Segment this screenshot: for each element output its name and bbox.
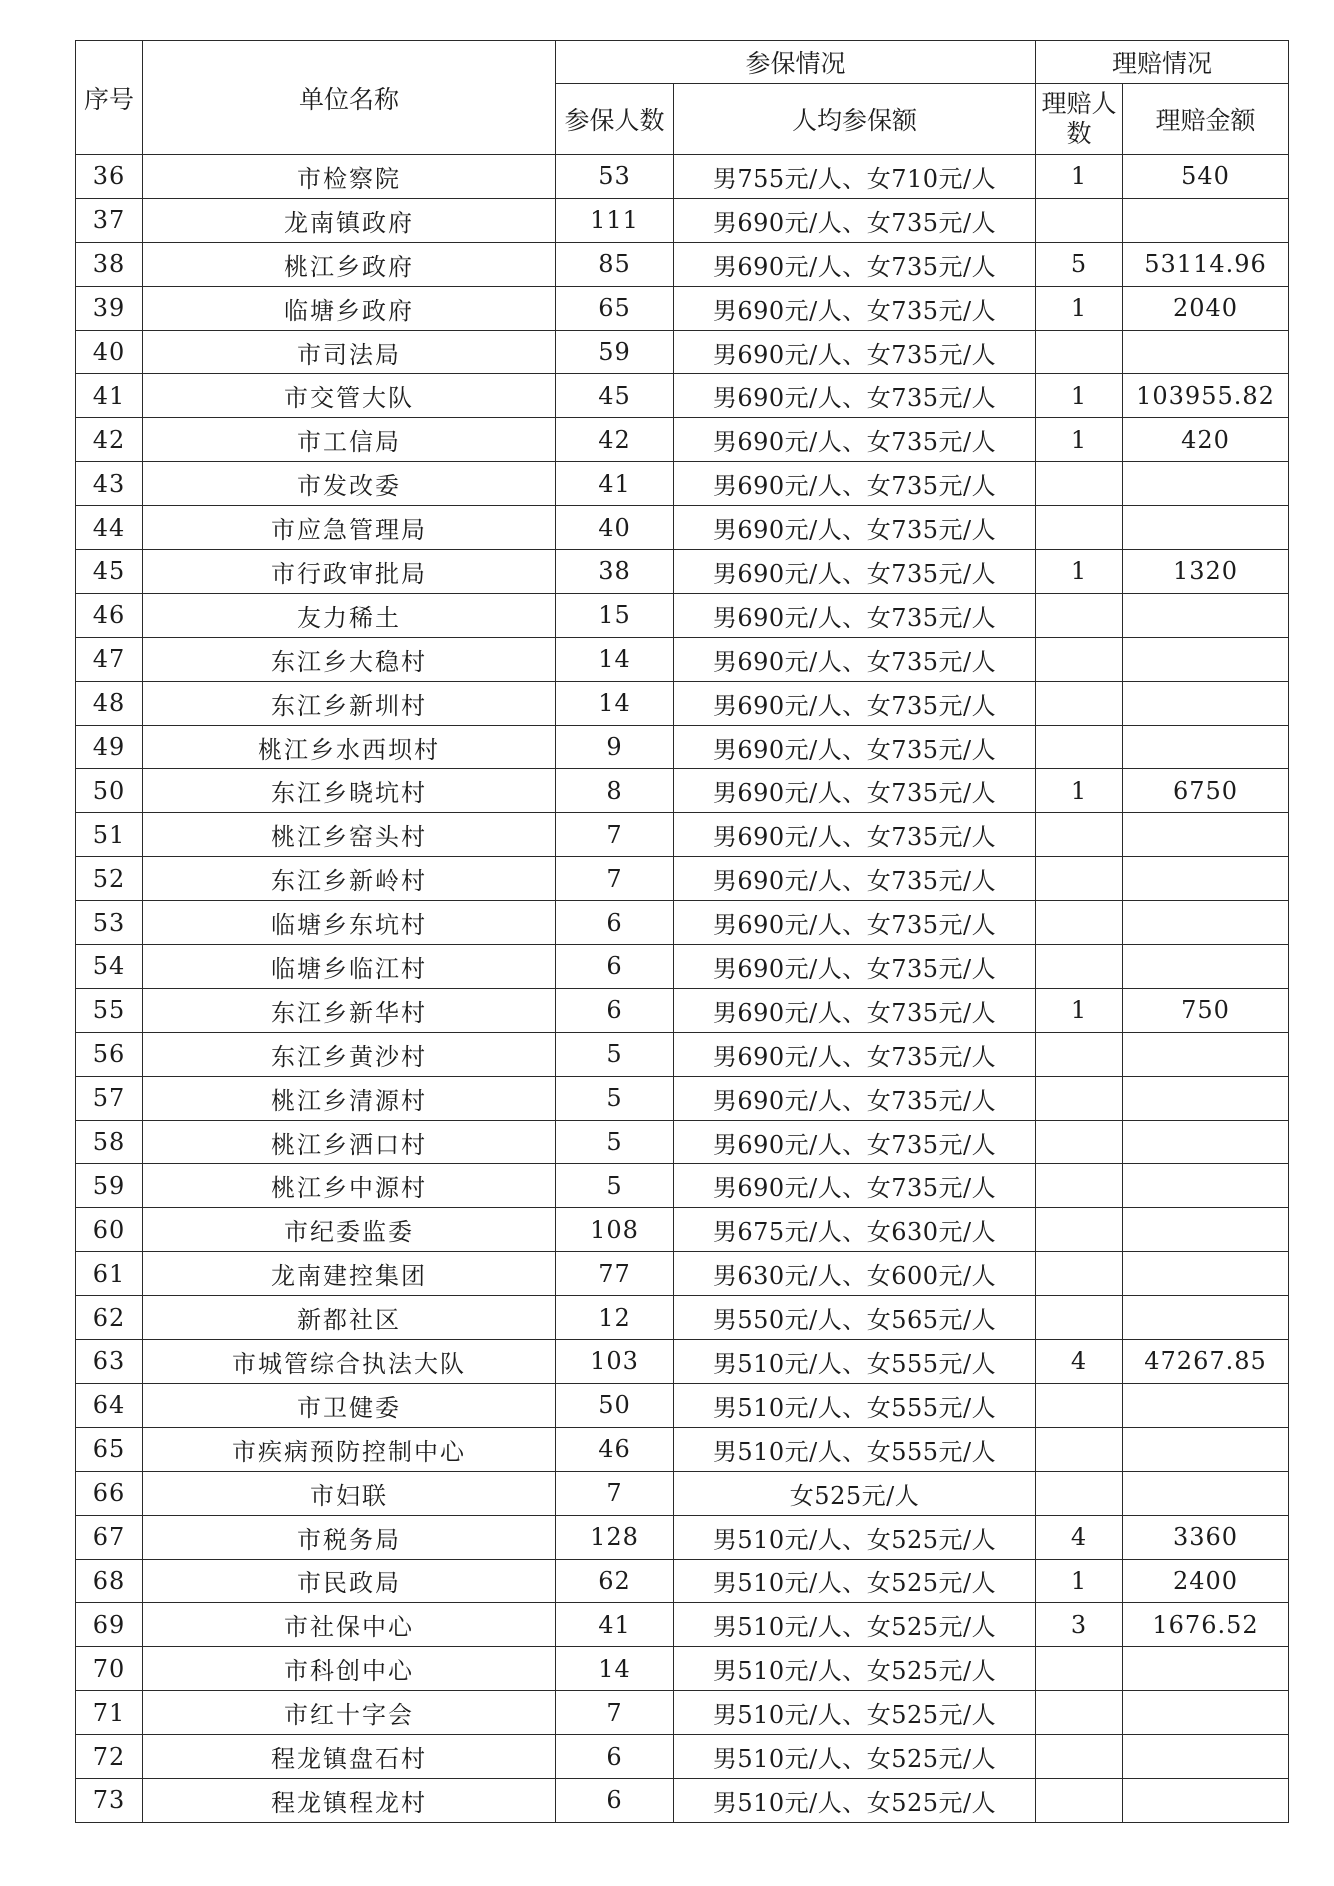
cell-unit-name: 市应急管理局 (143, 506, 556, 550)
cell-claim-count (1036, 593, 1123, 637)
cell-seq: 67 (76, 1515, 143, 1559)
cell-seq: 44 (76, 506, 143, 550)
cell-per-capita: 男690元/人、女735元/人 (674, 725, 1036, 769)
table-row (76, 813, 1289, 857)
header-insured-group: 参保情况 (556, 41, 1036, 84)
cell-claim-count (1036, 1252, 1123, 1296)
cell-unit-name: 新都社区 (143, 1296, 556, 1340)
cell-unit-name: 东江乡新圳村 (143, 681, 556, 725)
cell-seq: 45 (76, 550, 143, 594)
cell-seq: 61 (76, 1252, 143, 1296)
cell-per-capita: 男690元/人、女735元/人 (674, 637, 1036, 681)
cell-per-capita: 男510元/人、女555元/人 (674, 1427, 1036, 1471)
cell-seq: 56 (76, 1032, 143, 1076)
cell-per-capita: 男675元/人、女630元/人 (674, 1208, 1036, 1252)
cell-unit-name: 市发改委 (143, 462, 556, 506)
cell-insured-count: 8 (556, 769, 674, 813)
cell-claim-count (1036, 462, 1123, 506)
cell-insured-count: 42 (556, 418, 674, 462)
cell-seq: 60 (76, 1208, 143, 1252)
cell-insured-count: 103 (556, 1340, 674, 1384)
cell-seq: 73 (76, 1778, 143, 1822)
table-row (76, 1032, 1289, 1076)
cell-claim-count: 4 (1036, 1515, 1123, 1559)
cell-per-capita: 男510元/人、女525元/人 (674, 1603, 1036, 1647)
cell-per-capita: 男690元/人、女735元/人 (674, 901, 1036, 945)
cell-unit-name: 友力稀土 (143, 593, 556, 637)
cell-unit-name: 程龙镇盘石村 (143, 1735, 556, 1779)
cell-claim-count (1036, 1778, 1123, 1822)
table-row (76, 988, 1289, 1032)
cell-claim-count (1036, 1735, 1123, 1779)
cell-unit-name: 临塘乡临江村 (143, 945, 556, 989)
cell-unit-name: 龙南镇政府 (143, 198, 556, 242)
cell-claim-amount: 420 (1123, 418, 1289, 462)
cell-seq: 53 (76, 901, 143, 945)
cell-insured-count: 62 (556, 1559, 674, 1603)
cell-per-capita: 男690元/人、女735元/人 (674, 1076, 1036, 1120)
cell-claim-amount (1123, 637, 1289, 681)
cell-per-capita: 男510元/人、女525元/人 (674, 1735, 1036, 1779)
cell-insured-count: 6 (556, 901, 674, 945)
table-row (76, 901, 1289, 945)
cell-seq: 62 (76, 1296, 143, 1340)
cell-per-capita: 男690元/人、女735元/人 (674, 813, 1036, 857)
cell-insured-count: 6 (556, 945, 674, 989)
cell-per-capita: 男690元/人、女735元/人 (674, 769, 1036, 813)
table-row (76, 857, 1289, 901)
table-row (76, 725, 1289, 769)
cell-unit-name: 程龙镇程龙村 (143, 1778, 556, 1822)
cell-unit-name: 临塘乡东坑村 (143, 901, 556, 945)
table-row (76, 374, 1289, 418)
cell-claim-amount (1123, 945, 1289, 989)
table-row (76, 1076, 1289, 1120)
cell-unit-name: 市民政局 (143, 1559, 556, 1603)
cell-seq: 50 (76, 769, 143, 813)
cell-claim-amount (1123, 1735, 1289, 1779)
cell-claim-count: 3 (1036, 1603, 1123, 1647)
table-row (76, 1383, 1289, 1427)
cell-seq: 58 (76, 1120, 143, 1164)
cell-per-capita: 男690元/人、女735元/人 (674, 681, 1036, 725)
cell-insured-count: 5 (556, 1164, 674, 1208)
cell-claim-count (1036, 1076, 1123, 1120)
cell-claim-amount (1123, 1691, 1289, 1735)
cell-claim-amount (1123, 725, 1289, 769)
table-row (76, 550, 1289, 594)
cell-seq: 72 (76, 1735, 143, 1779)
cell-claim-count: 5 (1036, 242, 1123, 286)
header-per-capita: 人均参保额 (674, 84, 1036, 155)
cell-unit-name: 市红十字会 (143, 1691, 556, 1735)
cell-claim-amount (1123, 1120, 1289, 1164)
table-row (76, 1427, 1289, 1471)
table-row (76, 1296, 1289, 1340)
cell-claim-count (1036, 1691, 1123, 1735)
cell-claim-count (1036, 725, 1123, 769)
cell-seq: 42 (76, 418, 143, 462)
header-insured-count: 参保人数 (556, 84, 674, 155)
table-row (76, 769, 1289, 813)
cell-insured-count: 53 (556, 155, 674, 199)
cell-insured-count: 65 (556, 286, 674, 330)
table-row (76, 1603, 1289, 1647)
cell-claim-amount (1123, 506, 1289, 550)
cell-claim-count (1036, 1647, 1123, 1691)
table-row (76, 1647, 1289, 1691)
table-row (76, 462, 1289, 506)
cell-insured-count: 6 (556, 988, 674, 1032)
table-row (76, 1120, 1289, 1164)
cell-unit-name: 临塘乡政府 (143, 286, 556, 330)
cell-per-capita: 男550元/人、女565元/人 (674, 1296, 1036, 1340)
cell-per-capita: 男510元/人、女555元/人 (674, 1383, 1036, 1427)
cell-claim-amount (1123, 1427, 1289, 1471)
cell-claim-amount: 2040 (1123, 286, 1289, 330)
cell-claim-amount (1123, 857, 1289, 901)
cell-claim-amount: 1320 (1123, 550, 1289, 594)
cell-claim-count: 4 (1036, 1340, 1123, 1384)
cell-insured-count: 41 (556, 462, 674, 506)
cell-claim-amount (1123, 330, 1289, 374)
cell-seq: 59 (76, 1164, 143, 1208)
table-row (76, 1691, 1289, 1735)
cell-claim-count: 1 (1036, 374, 1123, 418)
table-row (76, 1559, 1289, 1603)
cell-per-capita: 男690元/人、女735元/人 (674, 988, 1036, 1032)
table-row (76, 1208, 1289, 1252)
cell-claim-count: 1 (1036, 550, 1123, 594)
cell-claim-amount (1123, 1471, 1289, 1515)
cell-seq: 55 (76, 988, 143, 1032)
cell-insured-count: 7 (556, 813, 674, 857)
cell-claim-amount (1123, 1032, 1289, 1076)
cell-claim-count (1036, 813, 1123, 857)
cell-unit-name: 龙南建控集团 (143, 1252, 556, 1296)
cell-claim-amount: 2400 (1123, 1559, 1289, 1603)
table-row (76, 1515, 1289, 1559)
cell-claim-amount (1123, 1208, 1289, 1252)
cell-per-capita: 男510元/人、女525元/人 (674, 1559, 1036, 1603)
cell-claim-count (1036, 1208, 1123, 1252)
cell-seq: 69 (76, 1603, 143, 1647)
cell-insured-count: 38 (556, 550, 674, 594)
cell-seq: 37 (76, 198, 143, 242)
cell-claim-amount: 750 (1123, 988, 1289, 1032)
cell-per-capita: 男690元/人、女735元/人 (674, 286, 1036, 330)
cell-seq: 64 (76, 1383, 143, 1427)
cell-per-capita: 男690元/人、女735元/人 (674, 593, 1036, 637)
cell-claim-count: 1 (1036, 286, 1123, 330)
cell-insured-count: 5 (556, 1120, 674, 1164)
cell-per-capita: 男690元/人、女735元/人 (674, 242, 1036, 286)
cell-unit-name: 市卫健委 (143, 1383, 556, 1427)
cell-claim-count (1036, 198, 1123, 242)
insurance-table (75, 40, 1289, 1823)
cell-unit-name: 东江乡新岭村 (143, 857, 556, 901)
cell-seq: 38 (76, 242, 143, 286)
cell-claim-amount: 47267.85 (1123, 1340, 1289, 1384)
cell-seq: 63 (76, 1340, 143, 1384)
cell-insured-count: 9 (556, 725, 674, 769)
cell-seq: 68 (76, 1559, 143, 1603)
cell-claim-amount (1123, 681, 1289, 725)
table-row (76, 593, 1289, 637)
header-claims-group: 理赔情况 (1036, 41, 1289, 84)
cell-claim-count (1036, 945, 1123, 989)
cell-claim-amount (1123, 593, 1289, 637)
cell-insured-count: 59 (556, 330, 674, 374)
cell-seq: 47 (76, 637, 143, 681)
cell-unit-name: 市城管综合执法大队 (143, 1340, 556, 1384)
cell-per-capita: 男510元/人、女525元/人 (674, 1647, 1036, 1691)
cell-seq: 52 (76, 857, 143, 901)
cell-claim-amount (1123, 813, 1289, 857)
cell-claim-amount (1123, 1252, 1289, 1296)
cell-insured-count: 85 (556, 242, 674, 286)
cell-unit-name: 市交管大队 (143, 374, 556, 418)
cell-insured-count: 128 (556, 1515, 674, 1559)
cell-claim-amount (1123, 1778, 1289, 1822)
cell-per-capita: 男630元/人、女600元/人 (674, 1252, 1036, 1296)
cell-insured-count: 7 (556, 857, 674, 901)
cell-claim-count (1036, 1383, 1123, 1427)
cell-per-capita: 女525元/人 (674, 1471, 1036, 1515)
cell-claim-amount: 540 (1123, 155, 1289, 199)
cell-unit-name: 市纪委监委 (143, 1208, 556, 1252)
cell-claim-count (1036, 681, 1123, 725)
cell-unit-name: 市检察院 (143, 155, 556, 199)
cell-insured-count: 77 (556, 1252, 674, 1296)
table-row (76, 242, 1289, 286)
cell-seq: 70 (76, 1647, 143, 1691)
cell-unit-name: 市司法局 (143, 330, 556, 374)
cell-insured-count: 50 (556, 1383, 674, 1427)
table-row (76, 1252, 1289, 1296)
cell-claim-count (1036, 506, 1123, 550)
cell-unit-name: 市社保中心 (143, 1603, 556, 1647)
cell-unit-name: 桃江乡中源村 (143, 1164, 556, 1208)
cell-per-capita: 男690元/人、女735元/人 (674, 1120, 1036, 1164)
cell-claim-amount (1123, 1164, 1289, 1208)
cell-claim-count (1036, 637, 1123, 681)
cell-claim-amount (1123, 462, 1289, 506)
cell-unit-name: 市行政审批局 (143, 550, 556, 594)
cell-insured-count: 41 (556, 1603, 674, 1647)
cell-claim-count (1036, 1296, 1123, 1340)
cell-insured-count: 6 (556, 1778, 674, 1822)
cell-seq: 71 (76, 1691, 143, 1735)
cell-unit-name: 桃江乡清源村 (143, 1076, 556, 1120)
cell-claim-count (1036, 330, 1123, 374)
cell-unit-name: 桃江乡水西坝村 (143, 725, 556, 769)
table-row (76, 418, 1289, 462)
cell-insured-count: 7 (556, 1691, 674, 1735)
cell-claim-amount (1123, 1076, 1289, 1120)
cell-unit-name: 东江乡新华村 (143, 988, 556, 1032)
cell-insured-count: 5 (556, 1032, 674, 1076)
cell-insured-count: 14 (556, 637, 674, 681)
cell-unit-name: 市疾病预防控制中心 (143, 1427, 556, 1471)
cell-claim-count (1036, 1427, 1123, 1471)
cell-claim-amount: 103955.82 (1123, 374, 1289, 418)
cell-seq: 41 (76, 374, 143, 418)
cell-unit-name: 市科创中心 (143, 1647, 556, 1691)
table-row (76, 1164, 1289, 1208)
cell-claim-count: 1 (1036, 155, 1123, 199)
cell-per-capita: 男690元/人、女735元/人 (674, 506, 1036, 550)
cell-claim-count: 1 (1036, 1559, 1123, 1603)
table-row (76, 1340, 1289, 1384)
cell-insured-count: 7 (556, 1471, 674, 1515)
cell-claim-count: 1 (1036, 769, 1123, 813)
table-row (76, 945, 1289, 989)
cell-unit-name: 桃江乡洒口村 (143, 1120, 556, 1164)
cell-claim-count (1036, 1471, 1123, 1515)
cell-per-capita: 男510元/人、女525元/人 (674, 1778, 1036, 1822)
cell-insured-count: 14 (556, 1647, 674, 1691)
cell-per-capita: 男690元/人、女735元/人 (674, 1164, 1036, 1208)
header-claim-count: 理赔人数 (1036, 84, 1123, 155)
cell-insured-count: 5 (556, 1076, 674, 1120)
cell-claim-count (1036, 1164, 1123, 1208)
cell-claim-amount: 1676.52 (1123, 1603, 1289, 1647)
table-row (76, 155, 1289, 199)
cell-insured-count: 111 (556, 198, 674, 242)
cell-seq: 49 (76, 725, 143, 769)
cell-insured-count: 14 (556, 681, 674, 725)
table-row (76, 1471, 1289, 1515)
cell-insured-count: 6 (556, 1735, 674, 1779)
table-row (76, 637, 1289, 681)
cell-claim-amount (1123, 1383, 1289, 1427)
cell-per-capita: 男755元/人、女710元/人 (674, 155, 1036, 199)
table-row (76, 681, 1289, 725)
table-row (76, 1778, 1289, 1822)
cell-seq: 39 (76, 286, 143, 330)
cell-seq: 46 (76, 593, 143, 637)
cell-seq: 48 (76, 681, 143, 725)
table-row (76, 198, 1289, 242)
cell-claim-count (1036, 857, 1123, 901)
cell-claim-count (1036, 901, 1123, 945)
header-unit-name: 单位名称 (143, 41, 556, 155)
cell-per-capita: 男690元/人、女735元/人 (674, 418, 1036, 462)
cell-per-capita: 男690元/人、女735元/人 (674, 374, 1036, 418)
cell-claim-count: 1 (1036, 418, 1123, 462)
cell-seq: 36 (76, 155, 143, 199)
cell-claim-amount (1123, 1296, 1289, 1340)
cell-insured-count: 46 (556, 1427, 674, 1471)
cell-insured-count: 12 (556, 1296, 674, 1340)
cell-per-capita: 男690元/人、女735元/人 (674, 550, 1036, 594)
cell-unit-name: 市工信局 (143, 418, 556, 462)
cell-claim-amount (1123, 198, 1289, 242)
cell-insured-count: 15 (556, 593, 674, 637)
table-row (76, 1735, 1289, 1779)
cell-insured-count: 45 (556, 374, 674, 418)
header-claim-amount: 理赔金额 (1123, 84, 1289, 155)
cell-unit-name: 东江乡黄沙村 (143, 1032, 556, 1076)
cell-per-capita: 男690元/人、女735元/人 (674, 1032, 1036, 1076)
cell-per-capita: 男690元/人、女735元/人 (674, 857, 1036, 901)
cell-claim-count (1036, 1032, 1123, 1076)
cell-per-capita: 男510元/人、女525元/人 (674, 1515, 1036, 1559)
cell-unit-name: 东江乡大稳村 (143, 637, 556, 681)
cell-per-capita: 男510元/人、女555元/人 (674, 1340, 1036, 1384)
cell-per-capita: 男690元/人、女735元/人 (674, 462, 1036, 506)
cell-per-capita: 男690元/人、女735元/人 (674, 945, 1036, 989)
cell-seq: 66 (76, 1471, 143, 1515)
cell-unit-name: 桃江乡政府 (143, 242, 556, 286)
cell-seq: 54 (76, 945, 143, 989)
cell-claim-amount: 3360 (1123, 1515, 1289, 1559)
cell-claim-count: 1 (1036, 988, 1123, 1032)
cell-unit-name: 东江乡晓坑村 (143, 769, 556, 813)
cell-claim-count (1036, 1120, 1123, 1164)
cell-seq: 57 (76, 1076, 143, 1120)
cell-seq: 65 (76, 1427, 143, 1471)
cell-unit-name: 市税务局 (143, 1515, 556, 1559)
cell-per-capita: 男510元/人、女525元/人 (674, 1691, 1036, 1735)
cell-insured-count: 40 (556, 506, 674, 550)
header-row-1 (76, 41, 1289, 84)
cell-claim-amount (1123, 1647, 1289, 1691)
cell-seq: 40 (76, 330, 143, 374)
cell-claim-amount (1123, 901, 1289, 945)
cell-claim-amount: 53114.96 (1123, 242, 1289, 286)
cell-unit-name: 市妇联 (143, 1471, 556, 1515)
cell-per-capita: 男690元/人、女735元/人 (674, 198, 1036, 242)
table-row (76, 330, 1289, 374)
cell-unit-name: 桃江乡窑头村 (143, 813, 556, 857)
table-row (76, 286, 1289, 330)
cell-insured-count: 108 (556, 1208, 674, 1252)
cell-per-capita: 男690元/人、女735元/人 (674, 330, 1036, 374)
cell-seq: 51 (76, 813, 143, 857)
cell-claim-amount: 6750 (1123, 769, 1289, 813)
cell-seq: 43 (76, 462, 143, 506)
header-seq: 序号 (76, 41, 143, 155)
table-row (76, 506, 1289, 550)
